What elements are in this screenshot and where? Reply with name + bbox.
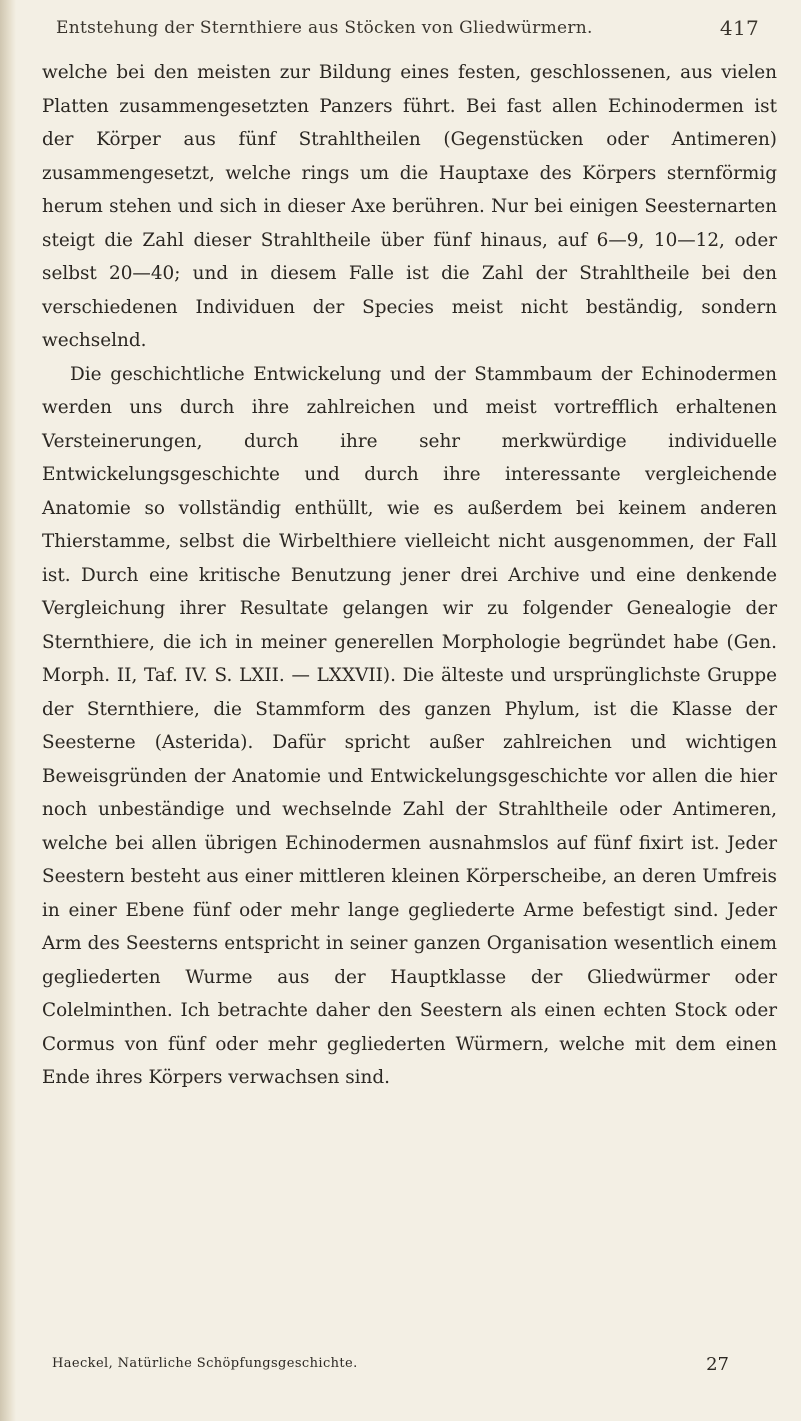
footer-source: Haeckel, Natürliche Schöpfungsgeschichte. [52, 1356, 358, 1371]
running-header [42, 10, 777, 50]
paragraph: welche bei den meisten zur Bildung eines festen, geschlossenen, aus vielen Platten zusammengesetzten Panzers führt. Bei fast allen Echinodermen ist der Körper aus fünf Strahltheilen (Gegenstücken oder Antimeren) zusammengesetzt, welche rings um die Hauptaxe des Körpers sternförmig herum stehen und sich in dieser Axe berühren. Nur bei einigen Seesternarten steigt die Zahl dieser Strahltheile über fünf hinaus, auf 6—9, 10—12, oder selbst 20—40; und in diesem Falle ist die Zahl der Strahltheile bei den verschiedenen Individuen der Species meist nicht beständig, sondern wechselnd. [42, 62, 777, 351]
paragraph: Die geschichtliche Entwickelung und der Stammbaum der Echinodermen werden uns durch ihre zahlreichen und meist vortrefflich erhaltenen Versteinerungen, durch ihre sehr merkwürdige individuelle Entwickelungsgeschichte und durch ihre interessante vergleichende Anatomie so vollständig enthüllt, wie es außerdem bei keinem anderen Thierstamme, selbst die Wirbelthiere vielleicht nicht ausgenommen, der Fall ist. Durch eine kritische Benutzung jener drei Archive und eine denkende Vergleichung ihrer Resultate gelangen wir zu folgender Genealogie der Sternthiere, die ich in meiner generellen Morphologie begründet habe (Gen. Morph. II, Taf. IV. S. LXII. — LXXVII). Die älteste und ursprünglichste Gruppe der Sternthiere, die Stammform des ganzen Phylum, ist die Klasse der Seesterne (Asterida). Dafür spricht außer zahlreichen und wichtigen Beweisgründen der Anatomie und Entwickelungsgeschichte vor allen die hier noch unbeständige und wechselnde Zahl der Strahltheile oder Antimeren, welche bei allen übrigen Echinodermen ausnahmslos auf fünf fixirt ist. Jeder Seestern besteht aus einer mittleren kleinen Körperscheibe, an deren Umfreis in einer Ebene fünf oder mehr lange gegliederte Arme befestigt sind. Jeder Arm des Seesterns entspricht in seiner ganzen Organisation wesentlich einem gegliederten Wurme aus der Hauptklasse der Gliedwürmer oder Colelminthen. Ich betrachte daher den Seestern als einen echten Stock oder Cormus von fünf oder mehr gegliederten Würmern, welche mit dem einen Ende ihres Körpers verwachsen sind. [42, 363, 777, 1088]
page-gutter-shadow [0, 0, 16, 1421]
page-footer [42, 1352, 777, 1382]
running-title: Entstehung der Sternthiere aus Stöcken von Gliedwürmern. [56, 18, 593, 38]
body-text [42, 56, 777, 1095]
page-number: 417 [719, 16, 759, 40]
signature-mark: 27 [706, 1354, 729, 1375]
book-page [42, 10, 777, 1095]
